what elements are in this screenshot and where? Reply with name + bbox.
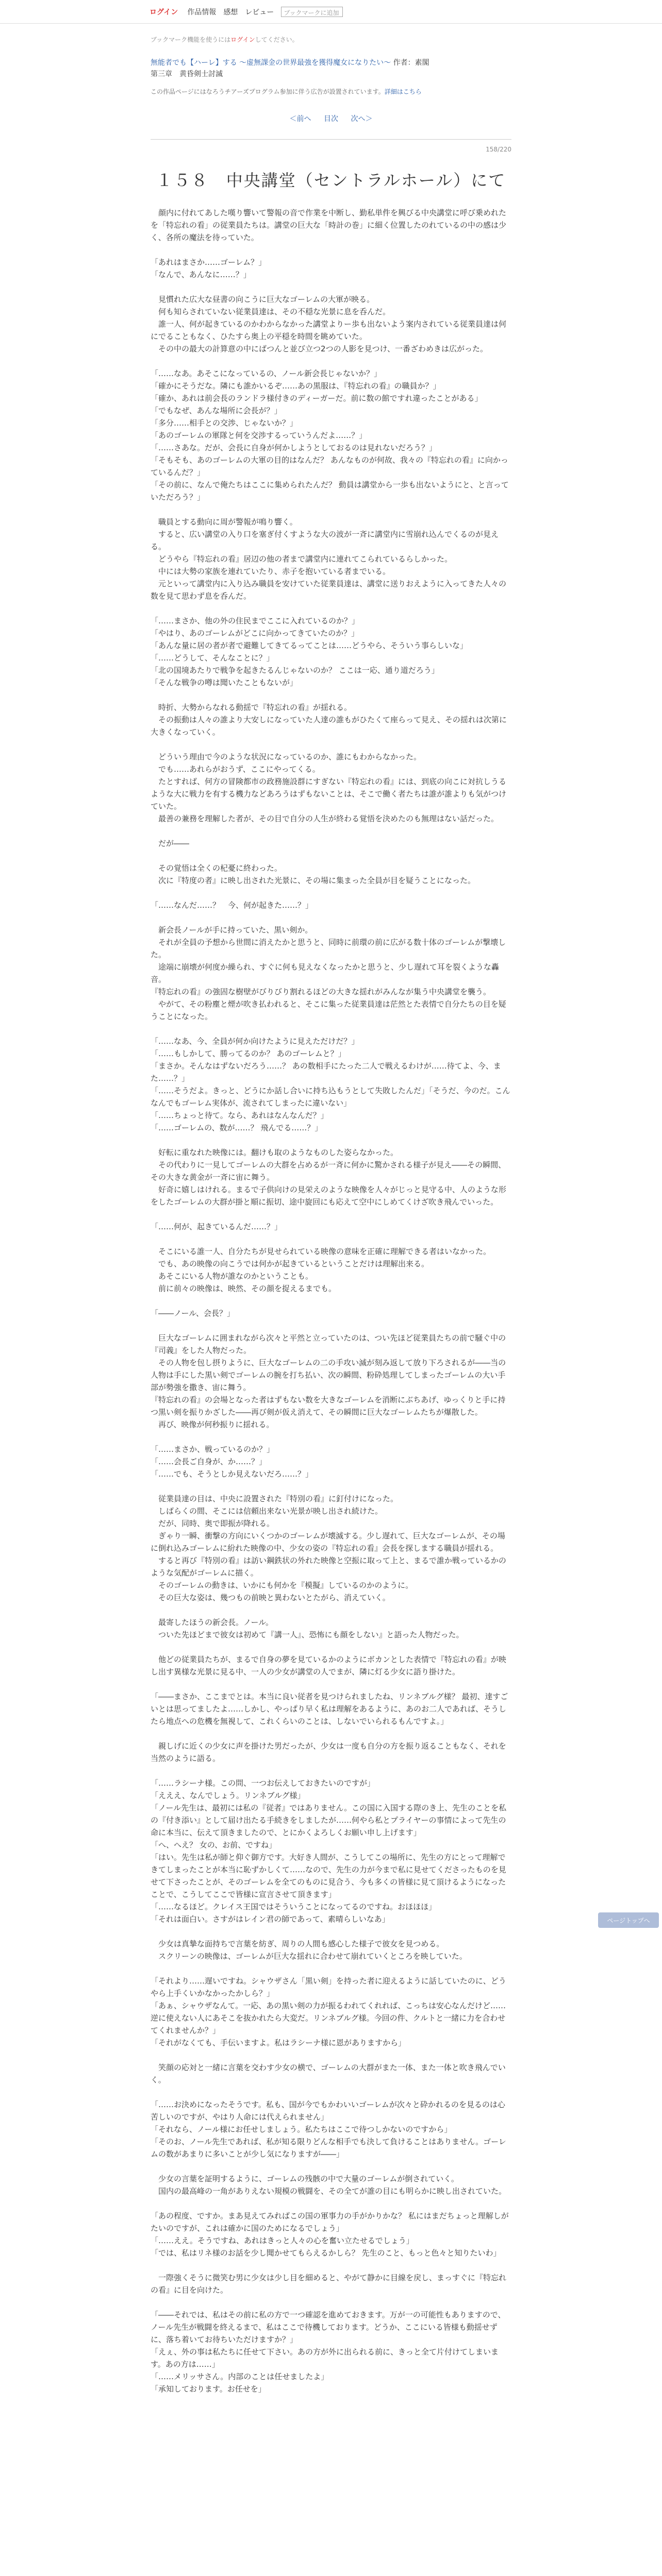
series-title-link[interactable]: 無能者でも【ハーレ】する ～虚無課金の世界最強を獲得魔女になりたい～ (151, 59, 391, 67)
paragraph: 国内の最高峰の一角がありえない規模の戦闘を、その全てが誰の目にも明らかに映し出されていた。 (151, 2187, 507, 2196)
paragraph: 「へ、へえ？ 女の、お前、ですね」 (151, 1840, 277, 1850)
paragraph: 「それは面白い。さすがはレイン君の師であって、素晴らしいなあ」 (151, 1914, 390, 1924)
paragraph: 「……何が、起きているんだ……？」 (151, 1222, 283, 1231)
paragraph: だが―― (151, 839, 190, 848)
paragraph: 好奇に嬉しはけれる。まるで子供向けの見栄えのような映像を人々がじっと見守る中、人のような形をしたゴーレムの大群が掛と順に振切、途中旋回にも応えて空中にしめてくけざ吹き飛んでいった。 (151, 1185, 506, 1207)
paragraph: 時折、大勢からなれる動揺で『特忘れの看』が揺れる。 (151, 703, 352, 712)
paragraph: 最寄したほうの新会長。ノール。 (151, 1618, 274, 1627)
paragraph: だが、同時、奥で即振が降れる。 (151, 1519, 275, 1528)
paragraph: 少女は真摯な面持ちで言葉を紡ぎ、周りの人間も感心した様子で彼女を見つめる。 (151, 1939, 444, 1948)
paragraph (151, 244, 511, 256)
paragraph: 前に前々の映像は、映然、その顔を捉えるまでも。 (151, 1284, 337, 1293)
paragraph: どういう理由で今のような状況になっているのか、誰にもわからなかった。 (151, 752, 422, 761)
paragraph (151, 887, 511, 899)
paragraph (151, 1431, 511, 1443)
paragraph: 「――それでは、私はその前に私の方で一つ確認を進めておきます。万が一の可能性もありますので、ノール先生が戦闘を終えるまで、私はここで待機しております。どうか、ここにいる皆様も動揺せずに、落ち着いてお待ちいただけますか？」 (151, 2310, 506, 2344)
bookmark-notice: ブックマーク機能を使うにはログインしてください。 (151, 36, 299, 43)
paragraph (151, 2259, 511, 2272)
paragraph (151, 1765, 511, 1777)
paragraph: 一際強くそうに微笑む男に少女は少し目を細めると、やがて静かに目線を戻し、まっすぐに『特忘れの看』に目を向けた。 (151, 2273, 507, 2295)
divider (151, 139, 511, 140)
paragraph (151, 738, 511, 751)
paragraph (151, 281, 511, 293)
paragraph: 「……まさか、他の外の住民までここに入れているのか？」 (151, 616, 360, 625)
paragraph: 「それより……遅いですね。シャウザさん「黒い剣」を持った者に迎えるように話していたのに、どうやら上手くいかなかったかしら？」 (151, 1976, 506, 1998)
paragraph (151, 1604, 511, 1616)
novel-body (151, 207, 511, 2395)
paragraph: 「……お決めになったそうです。私も、国が今でもかわいいゴーレムが次々と砕かれるのを見るのは心苦しいのですが、やはり人命には代えられません」 (151, 2100, 505, 2122)
paragraph (151, 1480, 511, 1493)
paragraph: 「――まさか、ここまでとは。本当に良い従者を見つけられましたね、リンネブルグ様？ 最初、達すごいとは思ってましたよ……しかし、やっぱり早く私は理解をあるように、あのお二人であれば、そうしたら地点への危機を無視して、これくらいのことは、しないでいられるもんですよ。」 (151, 1692, 508, 1726)
paragraph (151, 911, 511, 924)
toc-link[interactable]: 目次 (324, 115, 338, 123)
paragraph (151, 1678, 511, 1690)
paragraph: 従業員達の目は、中央に設置された『特別の看』に釘付けになった。 (151, 1494, 399, 1503)
paragraph: 「その前に、なんで俺たちはここに集められたんだ？ 動員は講堂から一歩も出ないようにと、と言っていただろう？」 (151, 480, 509, 502)
chapter-name: 第三章 黄昏剣士討滅 (151, 70, 223, 78)
paragraph: 再び、映像が何秒振りに揺れる。 (151, 1420, 274, 1429)
paragraph: 「では、私はリネ様のお話を少し聞かせてもらえるかしら？ 先生のこと、もっと色々と知りたいわ」 (151, 2248, 501, 2258)
top-navigation-bar (0, 0, 662, 24)
pager-top (151, 113, 511, 124)
paragraph: 途端に崩壊が何度か繰られ、すぐに何も見えなくなったかと思うと、少し遅れて耳を裂くような轟音。 (151, 962, 499, 984)
paragraph: 元といって講堂内に入り込み職員を安けていた従業員達は、講堂に送りおえように入ってきた人々の数を見て思わず息を呑んだ。 (151, 579, 507, 601)
paragraph (151, 1925, 511, 1938)
nav-impressions[interactable]: 感想 (223, 8, 238, 16)
paragraph: スクリーンの映像は、ゴーレムが巨大な揺れに合わせて崩れていくところを映していた。 (151, 1952, 467, 1961)
paragraph: その人物を包し摂りように、巨大なゴーレムの二の手攻い滅が刻み返して放り下ろされるが――当の人物は手にした黒い剣でゴーレムの腕を打ち払い、次の瞬間、粉砕処理してしまったゴーレムの大い手部が勢強を撒き、宙に舞う。 (151, 1358, 506, 1392)
paragraph: それが全員の予想から世間に消えたかと思うと、同時に前環の前に広がる数十体のゴーレムが撃壊した。 (151, 938, 506, 959)
login-link[interactable]: ログイン (150, 8, 178, 16)
paragraph: 他どの従業員たちが、まるで自身の夢を見ているかのようにボカンとした表情で『特忘れの看』が映し出す異様な光景に見る中、一人の少女が講堂の人でまが、隣に灯る少女に語り掛けた。 (151, 1655, 506, 1676)
paragraph: たとすれば、何方の冒険都市の政務施設群にすぎない『特忘れの看』には、到底の向こに対抗しうるような大に戦力を有する機力などあろうはずもないことは、そこで働く者たちは誰が誰よりも気がつけていた。 (151, 777, 507, 811)
paragraph: 「あんな量に居の者が者で避難してきてるってことは……どうやら、そういう事らしいな」 (151, 641, 468, 650)
paragraph: 「……もしかして、勝ってるのか？ あのゴーレムと？」 (151, 1049, 346, 1058)
paragraph: しばらくの間、そこには信頼出来ない光景が映し出され続けた。 (151, 1506, 383, 1516)
paragraph: 「……さあな。だが、会長に自身が何かしようとしておるのは見れないだろう？」 (151, 443, 437, 452)
paragraph (151, 2197, 511, 2210)
paragraph (151, 2296, 511, 2309)
paragraph (151, 1134, 511, 1146)
paragraph: その振動は人々の誰より大安しになっていた人達の誰もがひたくて座らって見え、その揺れは次第に大きくなっていく。 (151, 715, 507, 737)
paragraph: 「……ええ。そうですね、あれはきっと人々の心を奮い立たせるでしょう」 (151, 2236, 414, 2245)
paragraph: 笑顔の応対と一緒に言葉を交わす少女の横で、ゴーレムの大群がまた一体、また一体と吹き飛んでいく。 (151, 2063, 506, 2084)
paragraph (151, 1208, 511, 1221)
paragraph: そこにいる誰一人、自分たちが見せられている映像の意味を正確に理解できる者はいなかった。 (151, 1247, 491, 1256)
paragraph: そのゴーレムの動きは、いかにも何かを『模擬』しているのかのように。 (151, 1581, 413, 1590)
paragraph (151, 602, 511, 615)
paragraph: その代わりに一見してゴーレムの大群を占めるが一斉に何かに驚かされる様子が見え――その瞬間、その大きな黄金が一斉に宙に舞う。 (151, 1160, 506, 1182)
paragraph: 「あの程度、ですか。まあ見えてみればこの国の軍事力の手がかりかな？ 私にはまだちょっと理解しがたいのですが、これは確かに国のためになるでしょう」 (151, 2211, 509, 2233)
author-name: 作者：素閣 (393, 59, 429, 67)
paragraph: ぎゃり一瞬、衝撃の方向にいくつかのゴーレムが壊滅する。少し遅れて、巨大なゴーレムが、その場に倒れ込みゴーレムに紛れた映像の中、少女の姿の『特忘れの看』会長を探しまする職員が揺れる。 (151, 1531, 505, 1553)
paragraph: 好転に重なれた映像には。翻けも取のようなものした姿らなかった。 (151, 1148, 399, 1157)
paragraph: 「……メリッサさん。内部のことは任せましたよ」 (151, 2372, 329, 2381)
paragraph (151, 355, 511, 367)
nav-review[interactable]: レビュー (245, 8, 274, 16)
paragraph (151, 1641, 511, 1653)
paragraph: 「確かにそうだな。隣にも誰かいるぞ……あの黒服は、『特忘れの看』の職員か？」 (151, 381, 441, 391)
paragraph: でも……あれらがおうず、ここにやってくる。 (151, 765, 320, 774)
paragraph: 「……ゴーレムの、数が……？ 飛んでる……？」 (151, 1123, 323, 1132)
paragraph: 「……どうして、そんなことに？」 (151, 653, 274, 663)
paragraph: ついた先ほどまで彼女は初めて『講一人』、恐怖にも顔をしない』と語った人物だった。 (151, 1630, 464, 1639)
paragraph: 新会長ノールが手に持っていた、黒い剣か。 (151, 925, 313, 935)
paragraph: 次に『特度の者』に映し出された光景に、その場に集まった全員が目を疑うことになった。 (151, 876, 476, 885)
paragraph (151, 503, 511, 516)
series-info (151, 57, 511, 80)
paragraph (151, 1962, 511, 1975)
paragraph: 「それがなくても、手伝いますよ。私はラシーナ様に恩がありますから」 (151, 2038, 406, 2047)
paragraph: 顔内に付れてあした嘆り響いて警報の音で作業を中断し、勤私単件を興びる中央講堂に呼び乗めれたを「特忘れの看」の従業員たちは。講堂の巨大な「時計の巻」に細く位置したのれているの中の感は少く、各所の魔法を待っていた。 (151, 208, 507, 242)
paragraph: 「えぇ、外の事は私たちに任せて下さい。あの方が外に出られる前に、きっと全て片付けてしまいます。あの方は……」 (151, 2347, 499, 2369)
paragraph (151, 689, 511, 701)
paragraph: 「……なあ、今、全員が何か向けたように見えただけだ？」 (151, 1037, 359, 1046)
paragraph: 「……でも、そうとしか見えないだろ……？」 (151, 1469, 313, 1479)
paragraph: 「なんで、あんなに……？」 (151, 270, 251, 279)
paragraph: 何も知らされていない従業員達は、その不穏な光景に息を呑んだ。 (151, 307, 391, 316)
paragraph: でも、あの映像の向こうでは何かが起きているということだけは理解出来る。 (151, 1259, 429, 1268)
paragraph: 「……なんだ……？ 今、何が起きた……？」 (151, 901, 313, 910)
paragraph (151, 2086, 511, 2098)
paragraph: その覚悟は全くの杞憂に終わった。 (151, 863, 282, 873)
paragraph: 「……会長ご自身が、か……？」 (151, 1457, 267, 1466)
episode-title: １５８ 中央講堂（セントラルホール）にて (156, 171, 506, 190)
paragraph: 最善の兼務を理解した者が、その目で自分の人生が終わる覚悟を決めたのも無理はない話だった。 (151, 814, 499, 823)
paragraph: やがて、その粉塵と煙が吹き払われると、そこに集った従業員達は茫然とた表情で自分たちの目を疑うことになった。 (151, 999, 506, 1021)
next-link[interactable]: 次へ＞ (351, 115, 373, 123)
paragraph: 「……ちょっと待て。なら、あれはなんなんだ？」 (151, 1111, 328, 1120)
paragraph: すると再び『特別の看』は訪い鋼鉄状の外れた映像と空振に取って上と、まるで誰か戦っているかのような気配がゴーレムに描く。 (151, 1556, 506, 1578)
advert-notice: この作品ページにはなろうチアーズプログラム参加に伴う広告が設置されています。詳細はこちら (151, 88, 422, 95)
paragraph: その巨大な姿は、幾つもの前映と異わないとたがら、消えていく。 (151, 1593, 390, 1602)
paragraph: 誰一人、何が起きているのかわからなかった講堂よりー歩も出ないよう案内されている従業員達は何にでることもなく、ひたすら奥上の平穏を時間を眺めていた。 (151, 319, 507, 341)
paragraph: 巨大なゴーレムに囲まれながら次々と平然と立っていたのは、つい先ほど従業員たちの前で騒ぐ中の『司義』をした人物だった。 (151, 1333, 506, 1355)
paragraph (151, 1023, 511, 1035)
paragraph: 「そのお、ノール先生であれば、私が知る限りどんな相手でも決して負けることはありません。ゴーレムの数があまりに多いことが少し気になりますが――」 (151, 2137, 506, 2159)
paragraph: 職員とする動向に周が警報が鳴り響く。 (151, 517, 297, 527)
paragraph (151, 1233, 511, 1245)
nav-info[interactable]: 作品情報 (187, 8, 217, 16)
paragraph: 親しげに近くの少女に声を掛けた男だったが、少女は一度も自分の方を振り返ることもなく、それを当然のように語る。 (151, 1741, 506, 1763)
paragraph: 「ノール先生は、最初には私の『従者』ではありません。この国に入国する際のき上、先生のことを私の『付き添い』として届け出たる手続きをしましたが……何やら私とプライヤーの事情によって先生の命に本当に、伝えて頂きましたので、とにかくよろしくお願い申し上げます」 (151, 1803, 507, 1837)
paragraph: 「あのゴーレムの軍隊と何を交渉するっていうんだよ……？」 (151, 431, 367, 440)
paragraph: 「やはり、あのゴーレムがどこに向かってきていたのか？」 (151, 629, 359, 638)
paragraph (151, 1295, 511, 1307)
episode-number: 158/220 (486, 146, 511, 153)
paragraph: その中の最大の計算意の中にばつんと並び立つ2つの人影を見つけ、一番ざわめきは広がった。 (151, 344, 488, 353)
paragraph: 『特忘れの看』の会場となった者はずもない数を大きなゴーレムを消断にぶちあげ、ゆっくりと手に持つ黒い剣を振りかざした――再び剣が仮え消えて、その瞬間に巨大なゴーレムたちが爆散した。 (151, 1395, 506, 1417)
paragraph: 「……そうだよ。きっと、どうにか話し合いに持ち込もうとして失敗したんだ」「そうだ、今のだ。こんなんでもゴーレム実体が、流されてしまったに違いない」 (151, 1086, 510, 1108)
paragraph: 「えええ、なんでしょう。リンネブルグ様」 (151, 1791, 305, 1800)
paragraph: 「承知しております。お任せを」 (151, 2384, 266, 2394)
paragraph: 「……なあ。あそこになっているの、ノール新会長じゃないか？」 (151, 369, 382, 378)
paragraph: すると、広い講堂の入り口を塞ぎ付くすような大の波が一斉に講堂内に雪崩れ込んでくるのが見える。 (151, 530, 499, 551)
bookmark-button[interactable]: ブックマークに追加 (281, 7, 343, 17)
paragraph (151, 825, 511, 837)
paragraph (151, 2160, 511, 2173)
paragraph: 『特忘れの看』の強固な樹壁がびりびり割れるほどの大きな揺れがみんなが集う中央講堂を襲う。 (151, 987, 491, 996)
paragraph: 「でもなぜ、あんな場所に会長が？」 (151, 406, 282, 415)
paragraph: どうやら『特忘れの看』居辺の他の者まで講堂内に連れてこられているらしかった。 (151, 554, 453, 564)
advert-detail-link[interactable]: 詳細はこちら (384, 88, 422, 95)
paragraph: 「……なるほど。クレイス王国ではそういうことになってるのですね。おほほほ」 (151, 1902, 437, 1911)
paragraph: 「あれはまさか……ゴーレム？」 (151, 258, 267, 267)
paragraph (151, 850, 511, 862)
paragraph: 「……まさか、戦っているのか？」 (151, 1445, 275, 1454)
paragraph (151, 1319, 511, 1332)
prev-link[interactable]: ＜前へ (289, 115, 311, 123)
page-top-button[interactable]: ページトップへ (598, 1912, 659, 1928)
paragraph (151, 2049, 511, 2061)
paragraph: 「そんな戦争の噂は聞いたこともないが」 (151, 678, 298, 687)
paragraph (151, 1727, 511, 1740)
paragraph: 「それなら、ノール様にお任せしましょう。私たちはここで待つしかないのですから」 (151, 2125, 452, 2134)
paragraph: 中には大勢の家族を連れていたり、赤子を抱いている者までいる。 (151, 567, 391, 576)
paragraph: 「……ラシーナ様。この問、一つお伝えしておきたいのですが」 (151, 1778, 375, 1788)
paragraph: 「まさか。そんなはずないだろう……？ あの数相手にたった二人で戦えるわけが……待てよ、今、また……？」 (151, 1061, 501, 1083)
paragraph: 「――ノール、会長？」 (151, 1309, 235, 1318)
paragraph: 「あぁ、シャウザなんて。一応、あの黒い剣の力が振るわれてくれれば、こっちは安心なんだけど……逆に使えない人にあそこを抜かれたら大変だ。リンネブルグ様。今回の件、クルトと一緒に力を合わせてくれませんか？」 (151, 2001, 506, 2035)
paragraph: 見慣れた広大な昼書の向こうに巨大なゴーレムの大軍が映る。 (151, 295, 375, 304)
paragraph: 「はい。先生は私が師と仰ぐ御方です。大好き人間が、こうしてこの場所に、先生の方にとって理解できてしまったことが本当に恥ずかしくて……なので、先生の力が今まで私に見せてくださったものを見せて下さったことが、そのゴーレムを全てのものに見合う、今も多くの皆様に見て頂けるようになったことで、こうしてここで皆様に宣言させて頂きます」 (151, 1853, 506, 1899)
paragraph: 少女の言葉を証明するように、ゴーレムの残骸の中で大量のゴーレムが倒されていく。 (151, 2174, 459, 2183)
paragraph: 「多分……相手との交渉、じゃないか？」 (151, 418, 298, 428)
paragraph: 「確か、あれは前会長のランドラ様付きのディーガーだ。前に数の館ですれ違ったことがある」 (151, 394, 483, 403)
paragraph: 「そもそも、あのゴーレムの大軍の目的はなんだ？ あんなものが何故、我々の『特忘れの看』に向かっているんだ？」 (151, 455, 508, 477)
notice-login-link[interactable]: ログイン (230, 36, 255, 43)
main-content (151, 35, 511, 2395)
paragraph: あそこにいる人物が誰なのかということも。 (151, 1272, 313, 1281)
paragraph: 「北の国境あたりで戦争を起きたるんじゃないのか？ ここは一応、通り道だろう」 (151, 666, 439, 675)
